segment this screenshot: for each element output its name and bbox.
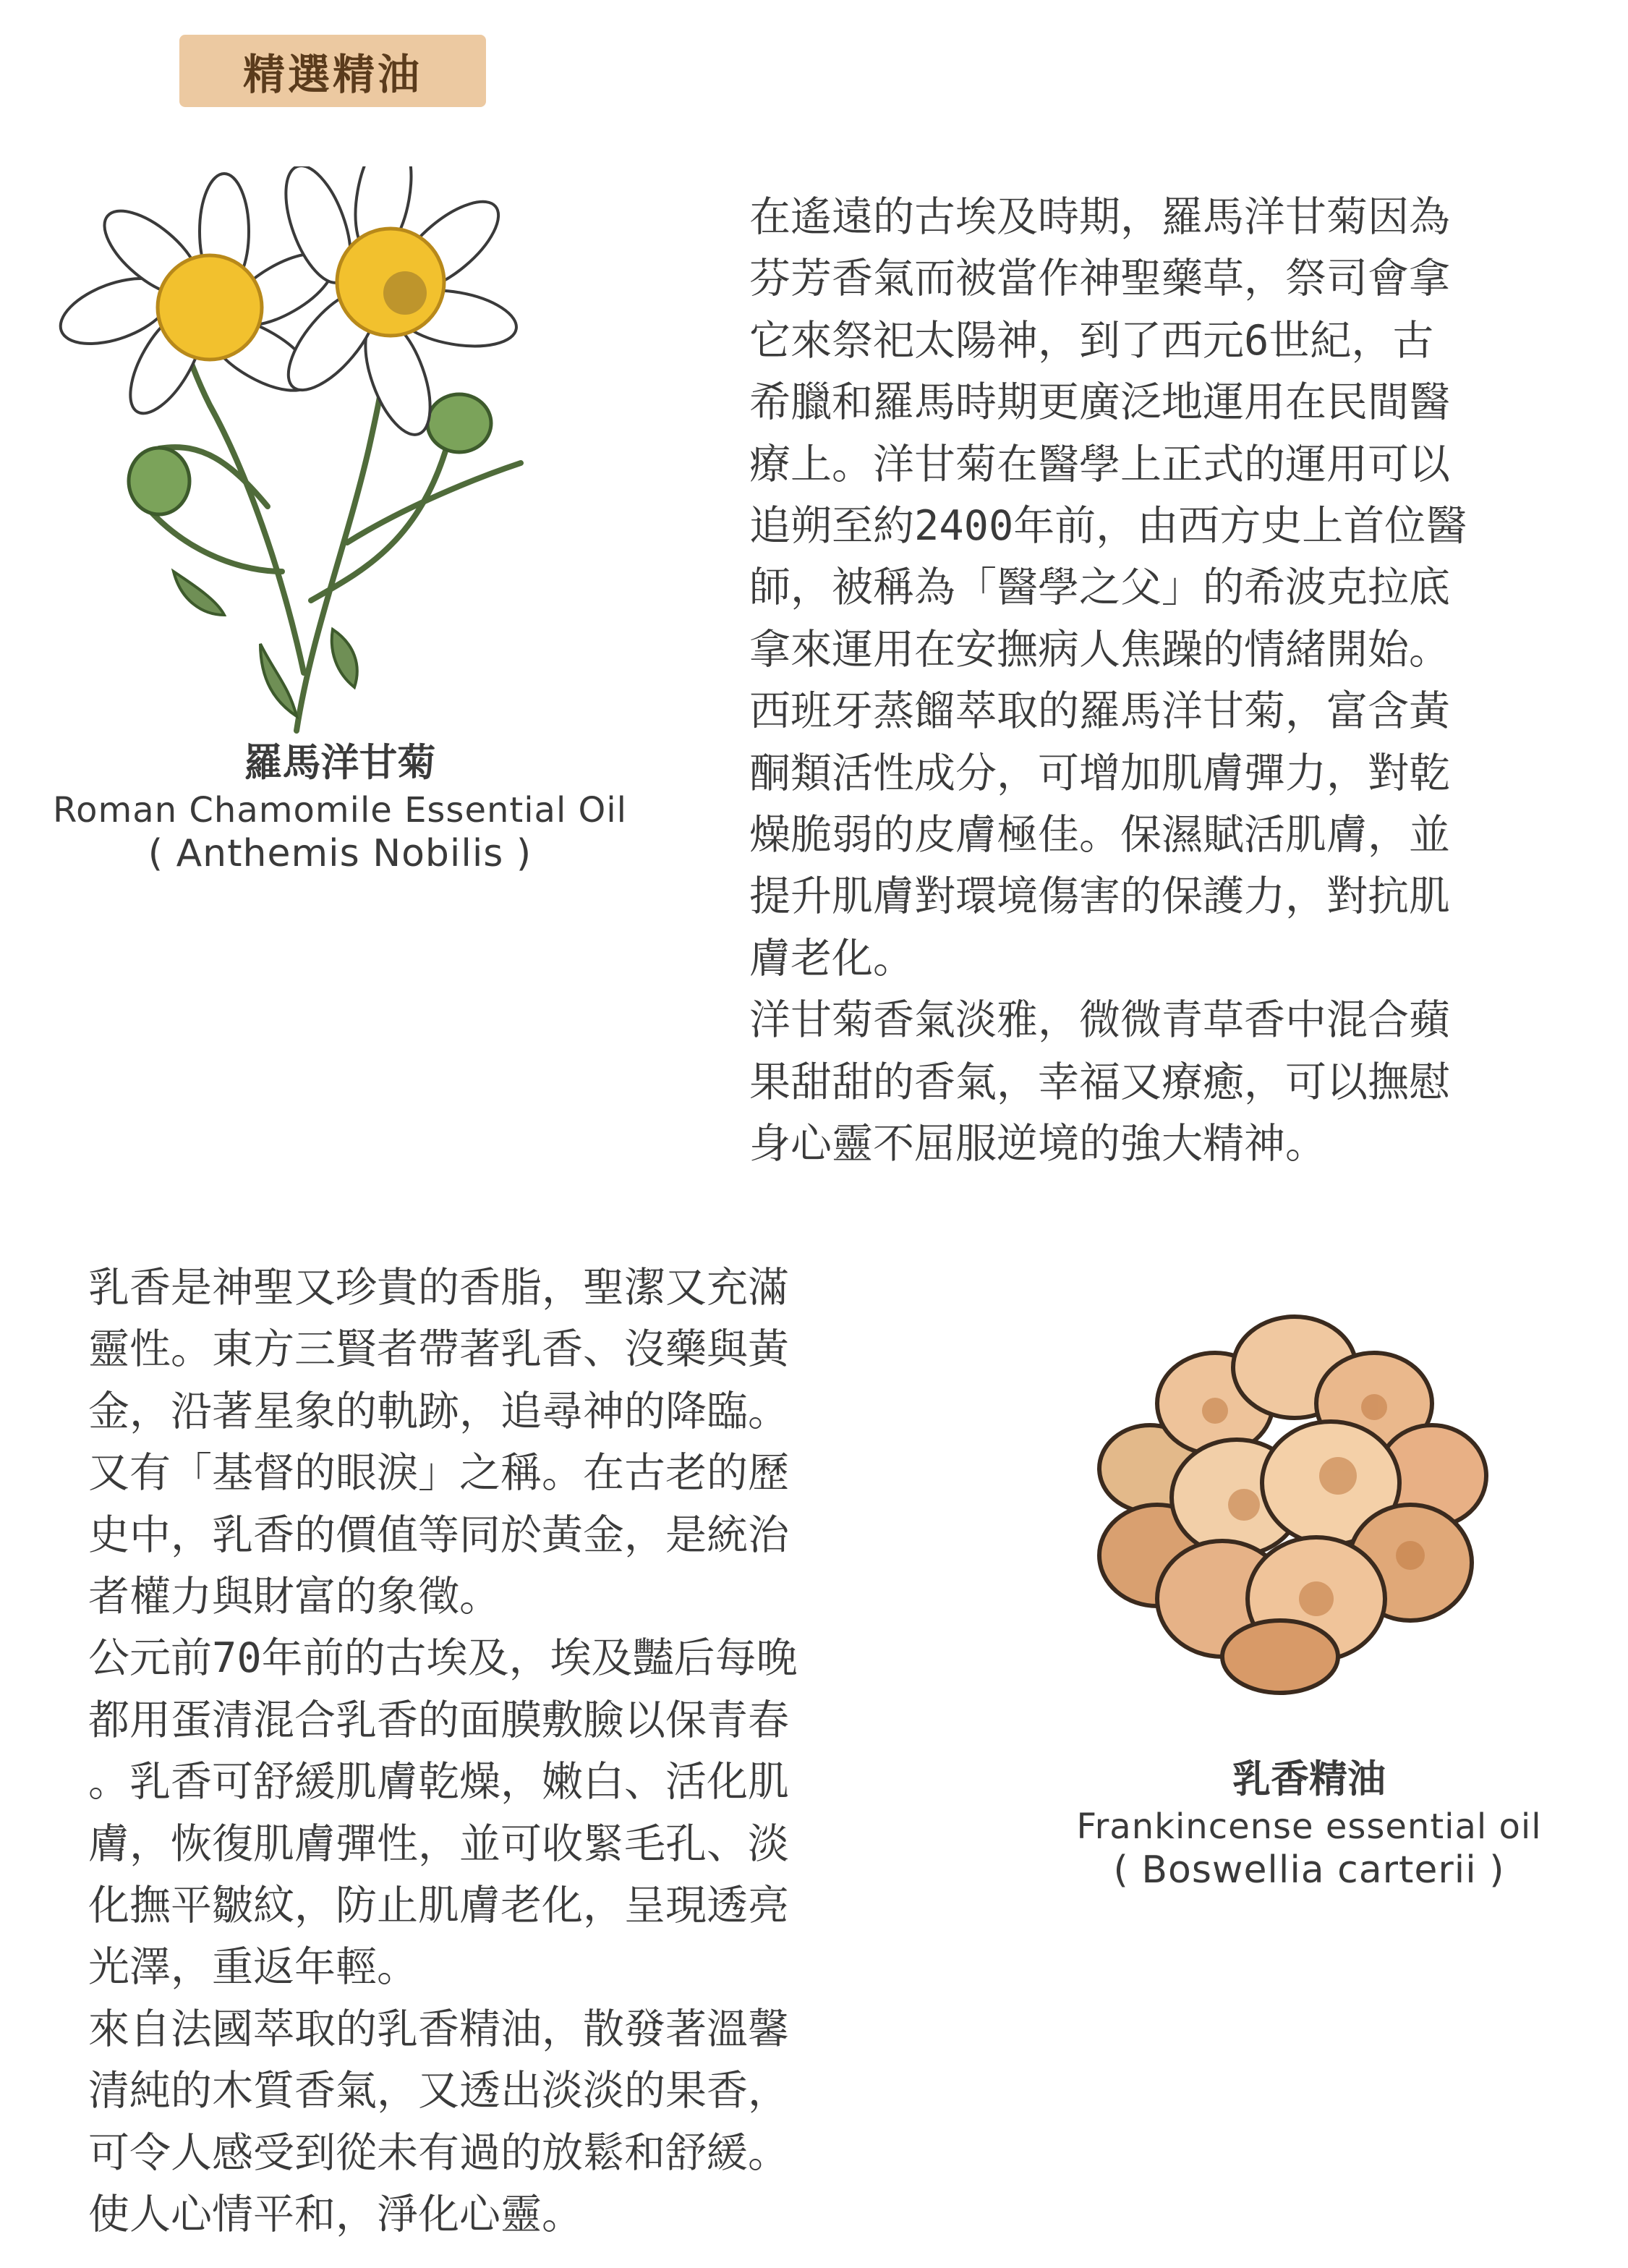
bud-right	[427, 394, 491, 452]
frankincense-name-cn: 乳香精油	[1232, 1757, 1386, 1801]
chamomile-description: 在遙遠的古埃及時期，羅馬洋甘菊因為 芬芳香氣而被當作神聖藥草，祭司會拿 它來祭祀太陽神，到了西元6世紀，古 希臘和羅馬時期更廣泛地運用在民間醫 療上。洋甘菊在醫學上正式的運用可以 追朔至約2400年前，由西方史上首位醫 師，被稱為「醫學之父」的希波克拉底 拿來運用在安撫病人焦躁的情緒開始。 西班牙蒸餾萃取的羅馬洋甘菊，富含黃 酮類活性成分，可增加肌膚彈力，對乾 燥脆弱的皮膚極佳。保濕賦活肌膚，並 提升肌膚對環境傷害的保護力，對抗肌 膚老化。 洋甘菊香氣淡雅，微微青草香中混合蘋 果甜甜的香氣，幸福又療癒，可以撫慰 身心靈不屈服逆境的強大精神。	[749, 193, 1467, 1168]
chamomile-flower-illustration	[43, 166, 579, 745]
section-tag: 精選精油	[179, 35, 486, 107]
frankincense-caption	[1013, 1754, 1606, 1892]
chamomile-name-cn: 羅馬洋甘菊	[244, 741, 436, 785]
flower-center-left	[158, 255, 262, 360]
frankincense-resin-illustration	[1078, 1309, 1497, 1700]
frankincense-latin: ( Boswellia carterii )	[1113, 1848, 1505, 1892]
bud-left	[129, 448, 189, 514]
frankincense-description: 乳香是神聖又珍貴的香脂，聖潔又充滿 靈性。東方三賢者帶著乳香、沒藥與黃 金，沿著星象的軌跡，追尋神的降臨。 又有「基督的眼淚」之稱。在古老的歷 史中，乳香的價值等同於黃金，是統治 者權力與財富的象徵。 公元前70年前的古埃及，埃及豔后每晚 都用蛋清混合乳香的面膜敷臉以保青春 。乳香可舒緩肌膚乾燥，嫩白、活化肌 膚，恢復肌膚彈性，並可收緊毛孔、淡 化撫平皺紋，防止肌膚老化，呈現透亮 光澤，重返年輕。 來自法國萃取的乳香精油，散發著溫馨 清純的木質香氣，又透出淡淡的果香， 可令人感受到從未有過的放鬆和舒緩。 使人心情平和，淨化心靈。	[88, 1264, 798, 2239]
chamomile-latin: ( Anthemis Nobilis )	[148, 832, 532, 875]
chamomile-name-en: Roman Chamomile Essential Oil	[52, 790, 628, 831]
chamomile-caption	[29, 738, 651, 875]
frankincense-name-en: Frankincense essential oil	[1076, 1806, 1542, 1847]
